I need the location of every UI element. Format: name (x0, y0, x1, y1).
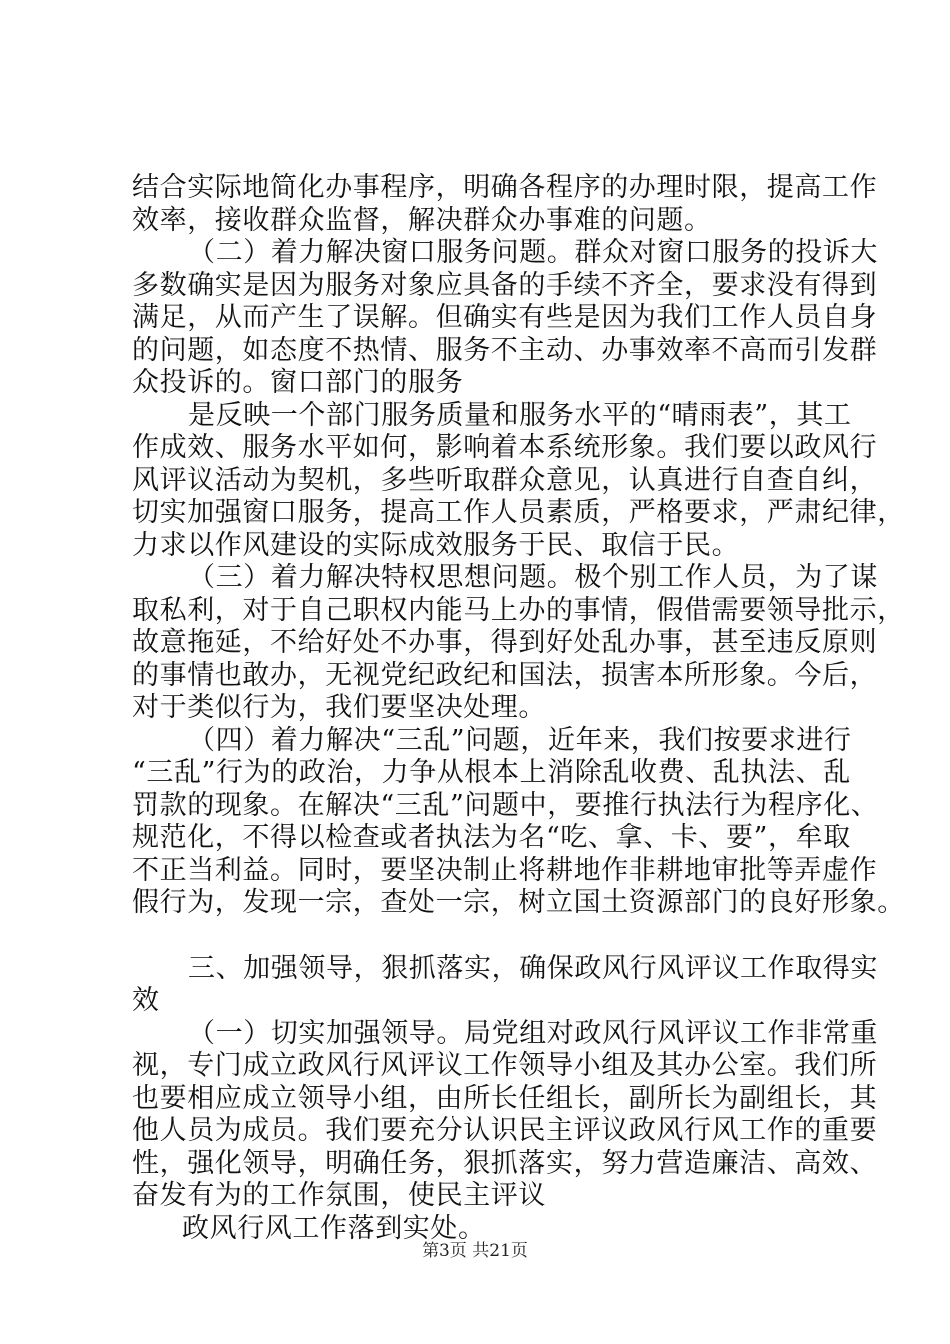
section-heading: 三、加强领导，狠抓落实，确保政风行风评议工作取得实 (188, 952, 878, 984)
text-line: 切实加强窗口服务，提高工作人员素质，严格要求，严肃纪律， (132, 497, 905, 528)
section-heading-continued: 效 (132, 985, 160, 1016)
text-line: 规范化，不得以检查或者执法为名“吃、拿、卡、要”，牟取 (132, 822, 851, 853)
text-line: 性，强化领导，明确任务，狠抓落实，努力营造廉洁、高效、 (132, 1147, 878, 1179)
text-line: 他人员为成员。我们要充分认识民主评议政风行风工作的重要 (132, 1115, 878, 1146)
page-number-label: 第3页 共21页 (422, 1241, 528, 1261)
text-line: “三乱”行为的政治，力争从根本上消除乱收费、乱执法、乱 (132, 757, 851, 788)
text-line: 不正当利益。同时，要坚决制止将耕地作非耕地审批等弄虚作 (132, 854, 878, 886)
page-footer (0, 1240, 950, 1262)
text-line: 作成效、服务水平如何，影响着本系统形象。我们要以政风行 (132, 432, 878, 463)
text-line: 对于类似行为，我们要坚决处理。 (132, 692, 546, 723)
paragraph-heading: （四）着力解决“三乱”问题，近年来，我们按要求进行 (188, 724, 852, 756)
text-line: 风评议活动为契机，多些听取群众意见，认真进行自查自纠， (132, 464, 878, 496)
paragraph-heading: （一）切实加强领导。局党组对政风行风评议工作非常重 (188, 1017, 878, 1049)
text-line: 众投诉的。窗口部门的服务 (132, 367, 464, 398)
paragraph-heading: （二）着力解决窗口服务问题。群众对窗口服务的投诉大 (188, 237, 878, 268)
text-line: 是反映一个部门服务质量和服务水平的“晴雨表”，其工 (188, 399, 852, 431)
document-body (132, 172, 905, 1245)
text-line: 力求以作风建设的实际成效服务于民、取信于民。 (132, 529, 740, 561)
text-line: 结合实际地简化办事程序，明确各程序的办理时限，提高工作 (132, 172, 878, 203)
text-line: 的问题，如态度不热情、服务不主动、办事效率不高而引发群 (132, 334, 878, 366)
text-line: 假行为，发现一宗，查处一宗，树立国土资源部门的良好形象。 (132, 887, 905, 918)
text-line: 满足，从而产生了误解。但确实有些是因为我们工作人员自身 (132, 302, 878, 333)
paragraph-gap (132, 920, 852, 953)
text-line: 奋发有为的工作氛围，使民主评议 (132, 1180, 546, 1211)
text-line: 视，专门成立政风行风评议工作领导小组及其办公室。我们所 (132, 1050, 878, 1081)
text-line: 政风行风工作落到实处。 (182, 1212, 486, 1244)
text-line: 的事情也敢办，无视党纪政纪和国法，损害本所形象。今后， (132, 659, 878, 691)
text-line: 故意拖延，不给好处不办事，得到好处乱办事，甚至违反原则 (132, 627, 878, 658)
text-line: 效率，接收群众监督，解决群众办事难的问题。 (132, 204, 712, 236)
paragraph-heading: （三）着力解决特权思想问题。极个别工作人员，为了谋 (188, 562, 878, 593)
text-line: 取私利，对于自己职权内能马上办的事情，假借需要领导批示， (132, 594, 905, 626)
text-line: 多数确实是因为服务对象应具备的手续不齐全，要求没有得到 (132, 269, 878, 301)
text-line: 也要相应成立领导小组，由所长任组长，副所长为副组长，其 (132, 1082, 878, 1114)
text-line: 罚款的现象。在解决“三乱”问题中，要推行执法行为程序化、 (132, 789, 879, 821)
